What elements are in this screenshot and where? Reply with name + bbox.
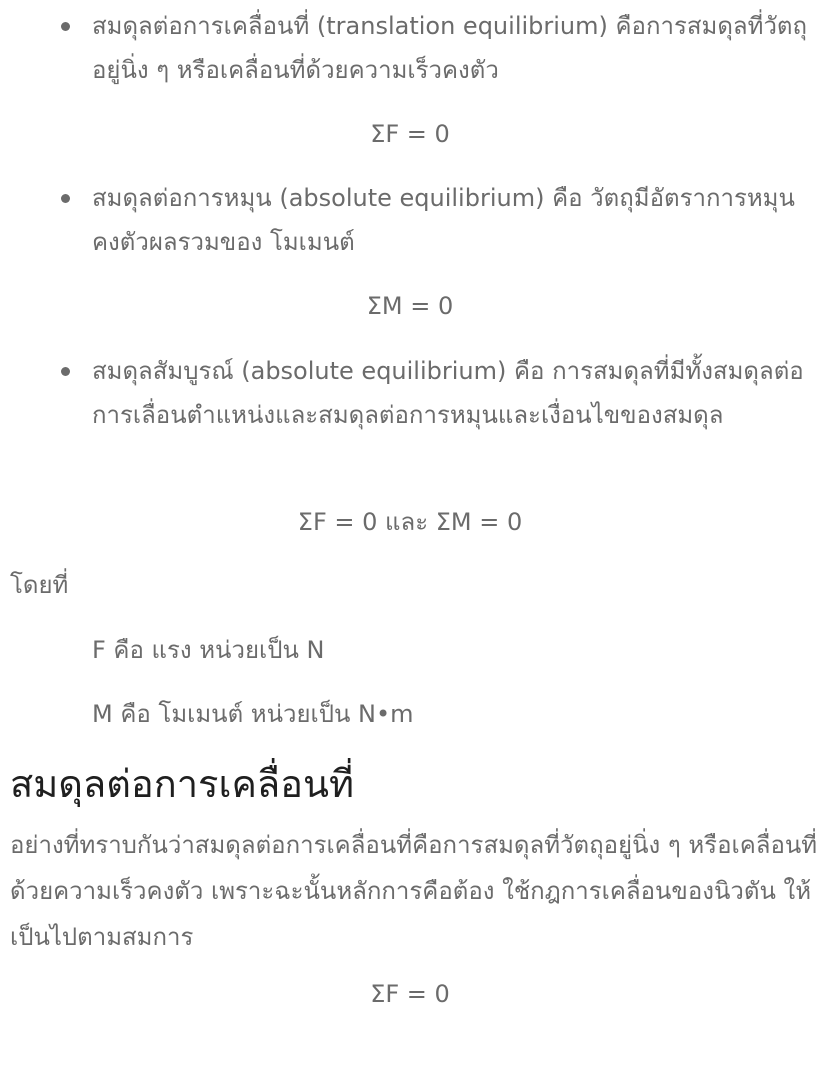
list-item-absolute-equilibrium — [92, 349, 822, 437]
formula-sum-force-section: ΣF = 0 — [370, 980, 450, 1008]
where-label: โดยที่ — [10, 571, 69, 599]
list-item-text: สมดุลต่อการเคลื่อนที่ (translation equilibrium) คือการสมดุลที่วัตถุอยู่นิ่ง ๆ หรือเคลื่อนที่ด้วยความเร็วคงตัว — [92, 12, 808, 84]
section-paragraph: อย่างที่ทราบกันว่าสมดุลต่อการเคลื่อนที่คือการสมดุลที่วัตถุอยู่นิ่ง ๆ หรือเคลื่อนที่ด้วยความเร็วคงตัว เพราะฉะนั้นหลักการคือต้อง ใช้กฎการเคลื่อนของนิวตัน ให้เป็นไปตามสมการ — [10, 831, 818, 951]
bullet-icon — [61, 367, 70, 376]
section-heading: สมดุลต่อการเคลื่อนที่ — [10, 762, 355, 806]
list-item-translation-equilibrium — [92, 4, 822, 92]
definition-force: F คือ แรง หน่วยเป็น N — [92, 636, 325, 664]
formula-sum-force-and-moment: ΣF = 0 และ ΣM = 0 — [297, 508, 523, 536]
bullet-icon — [61, 22, 70, 31]
list-item-text: สมดุลสัมบูรณ์ (absolute equilibrium) คือ การสมดุลที่มีทั้งสมดุลต่อการเลื่อนตำแหน่งและสมดุลต่อการหมุนและเงื่อนไขของสมดุล — [92, 357, 804, 429]
list-item-rotational-equilibrium — [92, 176, 822, 264]
formula-sum-moment: ΣM = 0 — [366, 292, 454, 320]
list-item-text: สมดุลต่อการหมุน (absolute equilibrium) คือ วัตถุมีอัตราการหมุนคงตัวผลรวมของ โมเมนต์ — [92, 184, 795, 256]
formula-sum-force: ΣF = 0 — [370, 120, 450, 148]
bullet-icon — [61, 194, 70, 203]
definition-moment: M คือ โมเมนต์ หน่วยเป็น N•m — [92, 700, 414, 728]
